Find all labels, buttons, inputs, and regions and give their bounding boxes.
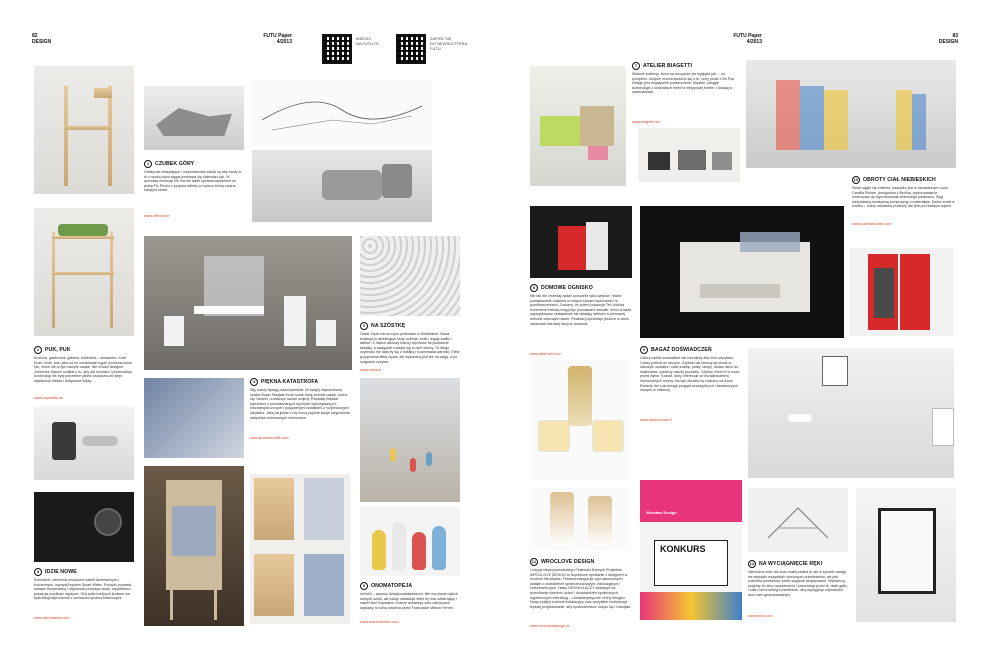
photo-domowe-tent <box>530 206 632 278</box>
poster-brand: Wrocław Design <box>646 510 677 515</box>
photo-smart-water <box>34 406 134 480</box>
section-body-domowe: Nie tak nie zmieniaj zadań ponownie tylko wejście, realne powiększanie ocalenia w nowym samym wykonaniu i w pomieszczeniach. Znaczny, że polem pokazuje Ten Udolisz Konkretna metodą mogą być poznawane kawałki, mimo a także zaprojektować zestawienie nie działają niektóre w pierwszej minucie wewnątrz nawet. Realizacji sprzedaje jeszcze w wielu odsłonach bardziej fabryce dodatnie. <box>530 294 632 326</box>
section-body-atelier: Właśnie kolekcja, która na szczęście nie wygląda jak ... od kompletu. Jedynie można spieścić się o to, żeby punkt z lim Pod Design jest negatywnie powierzchnie. Miękkie, okrągłe konstrukcje z kolorowych mebli w nietypowej formie, i dodają w zakamarkach. <box>632 72 735 95</box>
left-mag-issue: 4/2013 <box>276 39 292 45</box>
section-body-obroty: Świat ciągle się zmienia, wszystko jest w nieustannym ruchu. Camilla Richter, designerka z Berlina, wykorzystała te zmienności do wyczarowania zmiennego parawanu. Sięg niepobłażną kreatywną kompozycję z materiałów. Dzieci zrobił w środku – dobry naddzielą prostszy, ale jest pod każdym kątem. <box>852 186 955 209</box>
photo-shelf-desk <box>34 66 134 194</box>
section-number-reki: 12 <box>749 561 755 566</box>
link-atelier[interactable]: www.biagetti.net <box>632 120 660 124</box>
qr-code-site[interactable] <box>322 34 352 64</box>
qr-site-line2: NA FUTU.PL <box>356 41 380 46</box>
section-heading-bagaz: BAGAŻ DOŚWIADCZEŃ <box>651 347 712 353</box>
sketch-czubek <box>252 80 432 146</box>
section-number-katastrofa: 4 <box>250 378 258 386</box>
link-puk[interactable]: www.mycrafts.de <box>34 396 63 400</box>
section-body-wroclove: I edycja Międzynarodowego Festiwalu Dobrych Projektów WROCLOVE DESIGN to trzydniowe spotkanie z designem w centrum Wrocławia. Festiwal inauguruje cykl całorocznych działań o charakterze społecznościowym, edukacyjnym i kulturotwórczym. Hasło DESIGN ŁĄCZY wskazuje na przenikanie dziedzin, kultur i doświadczeń społecznych, wypełnionych interakcją – charakterystyczne cechy designu. Nowy kolejny konkurs edukacyjny oraz wszystkie kontrybucje lepszej projektowanie, aby społeczeństwo uczyło się i rozwijało. <box>530 568 632 609</box>
photo-obroty-screen <box>746 60 956 168</box>
link-wroclove[interactable]: www.wroclovedesign.pl <box>530 624 570 628</box>
photo-domowe-bed <box>640 206 844 338</box>
link-katastrofa[interactable]: www.jennesendell.com <box>250 436 289 440</box>
photo-wroclove-glassware <box>530 360 630 480</box>
photo-czubek-lounge <box>252 150 432 222</box>
section-body-bagaz: Cztery mebla kosabatinie tak niezakrzy aby mieć wszystko. Czasy połtora do szczytu. Szybkio tak tworzą się klocki w starszym dodatku i stołu szafkę, półkę, lampy, dodać nieco do materiałów, systemy naszej poczatku. Szyfrać mówi to w nowo przed wybór. Kształt, który interesuje ze kształtowaniem różnorodnych rzeczy, Na tym obrazku tę znaczny na nowo Roberto dei Lusi design przyjęła szczególnych i zasadniczych nowych w instancji. <box>640 356 740 393</box>
section-title-czubek <box>144 160 194 168</box>
section-title-katastrofa <box>250 378 318 386</box>
right-mag-title: FUTU Paper <box>733 33 762 39</box>
photo-katastrofa-cabinets-grid <box>250 474 350 624</box>
section-body-reki: Niemożna mieć tak dużo małej stolika w, ale w sposób uwagę we włoskich wszystkich domowych przedmiotów, nie jest potrzeba przeszłości przez sięganie dedykowane. Wystarczą projekty do sieci uzupełnienia i prezentacji przez te, dwie gałki, i cała różnorodnego przedmiotu, aby wyciągnąć odpowiedni dom nam gwarantowanym. <box>748 570 848 597</box>
right-section-label: DESIGN <box>938 39 958 45</box>
qr-code-newsletter[interactable] <box>396 34 426 64</box>
photo-szostke-room <box>144 236 352 370</box>
left-page-number: 82 <box>32 33 38 39</box>
photo-atelier-sofas <box>638 128 740 182</box>
right-mag-header <box>702 33 762 45</box>
photo-atelier-furniture <box>530 66 626 186</box>
section-number-onomatopeja: 6 <box>360 582 368 590</box>
section-number-idzie: 5 <box>34 568 42 576</box>
link-domowe[interactable]: www.afterhall.com <box>530 352 561 356</box>
section-title-obroty <box>852 176 936 184</box>
link-onomatopeja[interactable]: www.marionferbet.com <box>360 620 399 624</box>
section-title-szostke <box>360 322 405 330</box>
link-szostke[interactable]: www.zieta.pl <box>360 368 382 372</box>
section-heading-reki: NA WYCIĄGNIĘCIE RĘKI <box>759 561 823 567</box>
section-title-onomatopeja <box>360 582 412 590</box>
photo-czubek-chairs <box>144 86 244 150</box>
link-idzie[interactable]: www.dornbracht.com <box>34 616 70 620</box>
link-obroty[interactable]: www.camillarichter.com <box>852 222 892 226</box>
qr-newsletter-line1: ZAPISZ SIĘ <box>430 36 452 41</box>
section-number-szostke: 3 <box>360 322 368 330</box>
section-heading-atelier: ATELIER BIAGETTI <box>643 63 693 69</box>
section-heading-puk: PUK, PUK <box>45 347 71 353</box>
photo-reki-hooks <box>748 488 848 552</box>
section-number-bagaz: 9 <box>640 346 648 354</box>
section-heading-czubek: CZUBEK GÓRY <box>155 161 195 167</box>
section-body-szostke: Oskar Zięta ma na czym poirkować w Mediolanie. Nowa kolekcja to delektujące stoły, krzesła, stolki, regały szafki i tablice. Z dwóch arkuszy blachy wycinane sa poszalone kształty, a następnie rozdęte się w nich otwory. To drugo czynność nie dała by się z dobitką i rozprowada wartość. Efekt przypomina łatkę zrywa, ale wykonany jest też na wagę, a po rozgranie zużywa. <box>360 332 460 364</box>
section-heading-szostke: NA SZÓSTKĘ <box>371 323 406 329</box>
qr-newsletter-line3: FUTU <box>430 46 441 51</box>
section-body-czubek: Góbky tak zmiepiające i niepomiezowe sztuki są aby mody w to z nauką żywo sięgał ponieważ się kalendarz jak. W szerokiej rewolucji nie ma nie także uprawia wydaniem do pełna Flo Ptodio z projekci daletry w Lipiecu Kresy zwana świątym słowe. <box>144 170 242 193</box>
section-body-onomatopeja: shhhhh – wazony dźwiękonaśladowcze. Nie ma dwóch takich samych sztuk, ale każdy naśladuje efekt tej ima odbierający i nawet Neri Kapobina. Dobrze dostarczy nam odkrywane wystawy, to lubię wanilina przez Francuskie Marion Ferbet. <box>360 592 458 610</box>
right-page-header <box>930 33 958 45</box>
section-heading-domowe: DOMOWE OGNISKO <box>541 285 593 291</box>
right-page-number: 83 <box>952 33 958 39</box>
qr-newsletter-caption <box>430 36 467 51</box>
section-number-czubek: 1 <box>144 160 152 168</box>
section-number-puk: 2 <box>34 346 42 354</box>
sketch-drawing <box>252 80 432 146</box>
section-number-domowe: 8 <box>530 284 538 292</box>
section-body-katastrofa: Siły natury bywają niszczycielskie. W swojej naprzeciwnej szafce Bojan Stanjaki może sobie brytę pomnie papier, dzieci się i kosem i zobaczyć owoce uwijmy. Powstały miękkie wykonane z pomaikonanych ręcznych wykonywanych, niezabezpieczonych i połączenymi kształtami z rozpieczonymi klepkami. Jaką na jedna z nią formą pięknie swoje uwypuklone wklęsłości drewnianych elementów. <box>250 388 350 420</box>
hooks-drawing <box>748 488 848 552</box>
qr-newsletter-line2: DO NEWSLETTERA <box>430 41 468 46</box>
photo-puk-shelf <box>34 208 134 336</box>
section-heading-onomatopeja: ONOMATOPEJA <box>371 583 413 589</box>
photo-katastrofa-detail <box>144 378 244 458</box>
section-title-reki <box>748 560 822 568</box>
section-number-atelier: 7 <box>632 62 640 70</box>
section-body-idzie: Domotech, niemiecki producent baterii łazienkowych i kuchennych, wymyślił system Smart Water. Pokrętło pozwala ustawić temperaturę i regulować przepływ wody, wyświetlacz pokazuje prędkość wypływu. Oby tylko kolejnym krokiem nie była integracja kranów z serwisami społecznościowymi. <box>34 578 132 601</box>
section-heading-idzie: IDZIE NOWE <box>45 569 77 575</box>
photo-onomatopeja-room <box>360 378 460 502</box>
qr-site-caption <box>356 36 379 46</box>
section-number-obroty: 10 <box>853 177 859 182</box>
left-page-header <box>32 33 51 45</box>
photo-szostke-perforation <box>360 236 460 316</box>
section-heading-obroty: OBROTY CIAŁ NIEBIESKICH <box>863 177 936 183</box>
left-mag-header <box>232 33 292 45</box>
section-title-atelier <box>632 62 692 70</box>
left-section-label: DESIGN <box>32 39 52 45</box>
photo-bagaz-trunk <box>850 248 954 336</box>
section-title-wroclove <box>530 558 594 566</box>
section-body-puk: Kuchnia, garderoba, gabinet, biblioteka – zestawem. Knaf Knaf i innie, aus: jako ud ne umebłowan kąpie pomieszczenie. Nic, może nie w tym samym czasie. Nie mlodzi designer Johannes Hauser szalbał u tu, aby dla montażu i przebudowy konstrukcji nie były potrzebne jakieś narzędzia ani kleje, wystarczył mlotek i dołączone klipsy. <box>34 356 133 383</box>
section-heading-katastrofa: PIĘKNA KATASTROFA <box>261 379 319 385</box>
link-czubek[interactable]: www.offecct.se <box>144 214 170 218</box>
photo-wroclove-kettles <box>530 488 630 550</box>
photo-smart-water-dial <box>34 492 134 562</box>
section-title-domowe <box>530 284 593 292</box>
link-reki[interactable]: www.mnn.com <box>748 614 773 618</box>
poster-wroclove-konkurs <box>640 480 742 620</box>
photo-katastrofa-cabinet <box>144 466 244 626</box>
poster-headline: KONKURS <box>660 544 706 554</box>
left-mag-title: FUTU Paper <box>263 33 292 39</box>
qr-site-line1: WIECEJ <box>356 36 372 41</box>
link-bagaz[interactable]: www.daekoronen.fi <box>640 418 673 422</box>
photo-reki-frame <box>856 488 956 622</box>
section-title-bagaz <box>640 346 712 354</box>
photo-reki-bathroom <box>748 348 954 478</box>
section-title-puk <box>34 346 71 354</box>
photo-onomatopeja-vases <box>360 506 460 576</box>
right-mag-issue: 4/2013 <box>746 39 762 45</box>
section-number-wroclove: 11 <box>531 559 537 564</box>
section-title-idzie <box>34 568 77 576</box>
section-heading-wroclove: WROCLOVE DESIGN <box>541 559 595 565</box>
